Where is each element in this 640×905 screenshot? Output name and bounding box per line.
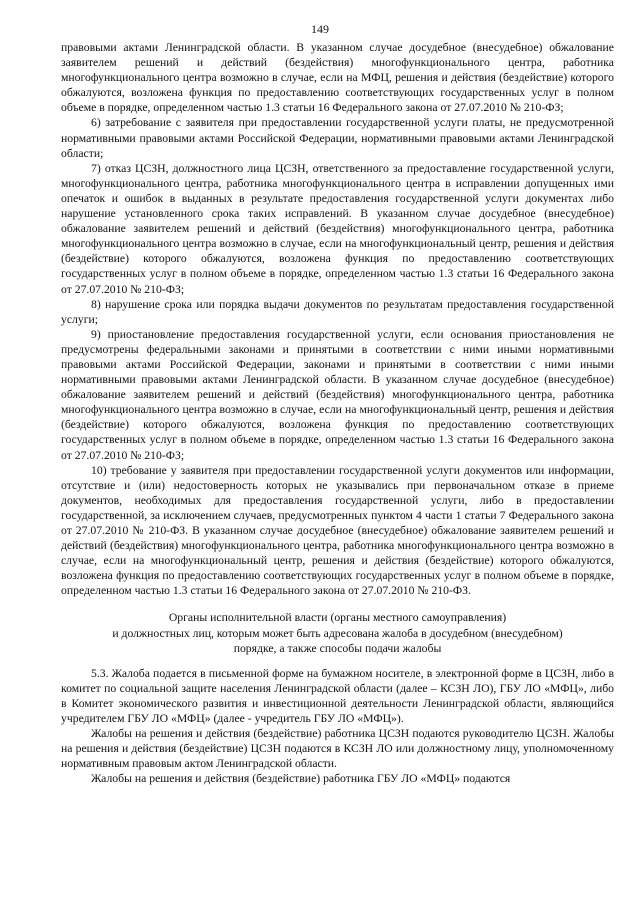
paragraph: 10) требование у заявителя при предоставлении государственной услуги документов или информации, отсутствие и (или) недостоверность которых не указывались при первоначальном отказе в приеме документов, необходимых для предоставления государственной услуги, либо в предоставлении государственной, за исключением случаев, предусмотренных пунктом 4 части 1 статьи 7 Федерального закона от 27.07.2010 № 210-ФЗ. В указанном случае досудебное (внесудебное) обжалование заявителем решений и действий (бездействия) многофункционального центра, работника многофункционального центра возможно в случае, если на многофункциональный центр, решения и действия (бездействие) которого обжалуются, возложена функция по предоставлению соответствующих государственных услуг в полном объеме в порядке, определенном частью 1.3 статьи 16 Федерального закона от 27.07.2010 № 210-ФЗ. <box>61 463 614 598</box>
section-heading <box>61 610 614 655</box>
paragraph: Жалобы на решения и действия (бездействие) работника ЦСЗН подаются руководителю ЦСЗН. Жалобы на решения и действия (бездействие) ЦСЗН подаются в КСЗН ЛО или должностному лицу, уполномоченному нормативным правовым актом Ленинградской области. <box>61 727 614 771</box>
paragraphs-after <box>61 666 614 787</box>
document-body <box>61 40 614 787</box>
paragraph: 8) нарушение срока или порядка выдачи документов по результатам предоставления государственной услуги; <box>61 297 614 326</box>
page-number: 149 <box>311 22 329 36</box>
paragraph: правовыми актами Ленинградской области. В указанном случае досудебное (внесудебное) обжалование заявителем решений и действий (бездействия) многофункционального центра, работника многофункционального центра возможно в случае, если на МФЦ, решения и действия (бездействие) которого обжалуются, возложена функция по предоставлению соответствующих государственных услуг в полном объеме в порядке, определенном частью 1.3 статьи 16 Федерального закона от 27.07.2010 № 210-ФЗ; <box>61 41 614 115</box>
paragraph: 9) приостановление предоставления государственной услуги, если основания приостановления не предусмотрены федеральными законами и принятыми в соответствии с ними иными нормативными правовыми актами Российской Федерации, законами и принятыми в соответствии с ними иными нормативными правовыми актами Ленинградской области. В указанном случае досудебное (внесудебное) обжалование заявителем решений и действий (бездействия) многофункционального центра, работника многофункционального центра возможно в случае, если на многофункциональный центр, решения и действия (бездействие) которого обжалуются, возложена функция по предоставлению соответствующих государственных услуг в полном объеме в порядке, определенном частью 1.3 статьи 16 Федерального закона от 27.07.2010 № 210-ФЗ; <box>61 327 614 462</box>
paragraphs-before <box>61 40 614 598</box>
paragraph: 6) затребование с заявителя при предоставлении государственной услуги платы, не предусмотренной нормативными правовыми актами Российской Федерации, нормативными правовыми актами Ленинградской области; <box>61 116 614 160</box>
paragraph: 5.3. Жалоба подается в письменной форме на бумажном носителе, в электронной форме в ЦСЗН, либо в комитет по социальной защите населения Ленинградской области (далее – КСЗН ЛО), ГБУ ЛО «МФЦ», либо в Комитет экономического развития и инвестиционной деятельности Ленинградской области, являющийся учредителем ГБУ ЛО «МФЦ» (далее - учредитель ГБУ ЛО «МФЦ»). <box>61 666 614 726</box>
heading-line: и должностных лиц, которым может быть адресована жалоба в досудебном (внесудебном) <box>112 626 563 640</box>
paragraph: Жалобы на решения и действия (бездействие) работника ГБУ ЛО «МФЦ» подаются <box>91 772 511 786</box>
paragraph: 7) отказ ЦСЗН, должностного лица ЦСЗН, ответственного за предоставление государственной услуги, многофункционального центра, работника многофункционального центра в исправлении допущенных ими опечаток и ошибок в выданных в результате предоставления государственной услуги документах либо нарушение установленного срока таких исправлений. В указанном случае досудебное (внесудебное) обжалование заявителем решений и действий (бездействия) многофункционального центра, работника многофункционального центра возможно в случае, если на многофункциональный центр, решения и действия (бездействие) которого обжалуются, возложена функция по предоставлению соответствующих государственных услуг в полном объеме в порядке, определенном частью 1.3 статьи 16 Федерального закона от 27.07.2010 № 210-ФЗ; <box>61 161 614 296</box>
heading-line: порядке, а также способы подачи жалобы <box>233 641 442 655</box>
heading-line: Органы исполнительной власти (органы местного самоуправления) <box>168 611 507 625</box>
